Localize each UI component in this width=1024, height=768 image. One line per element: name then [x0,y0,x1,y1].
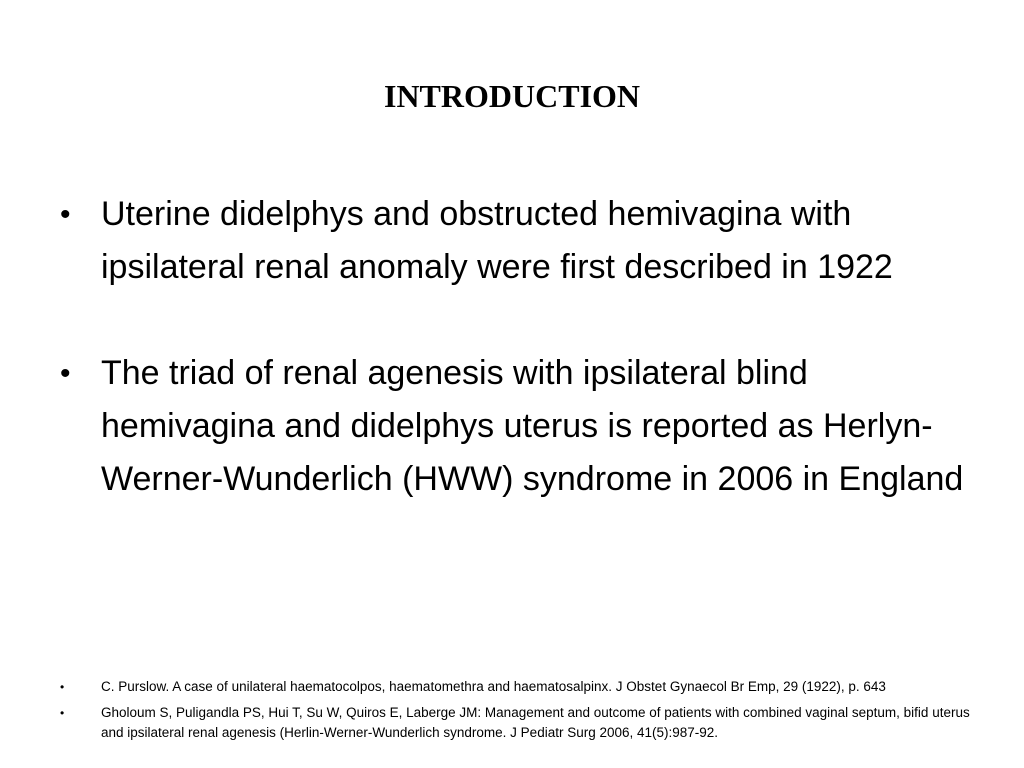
bullet-text: The triad of renal agenesis with ipsilateral blind hemivagina and didelphys uterus is reported as Herlyn-Werner-Wunderlich (HWW) syndrome in 2006 in England [101,354,964,498]
reference-item [60,677,980,697]
bullet-item [60,188,980,294]
reference-item [60,703,980,743]
slide-title: INTRODUCTION [383,78,641,114]
reference-list [60,677,980,749]
bullet-text: Uterine didelphys and obstructed hemivagina with ipsilateral renal anomaly were first described in 1922 [101,195,893,286]
reference-marker: • [60,680,65,694]
bullet-item [60,347,980,506]
reference-text: Gholoum S, Puligandla PS, Hui T, Su W, Quiros E, Laberge JM: Management and outcome of patients with combined vaginal septum, bifid uterus and ipsilateral renal agenesis (Herlin-Werner-Wunderlich syndrome. J Pediatr Surg 2006, 41(5):987-92. [101,705,970,740]
bullet-marker: • [60,198,71,231]
bullet-list [60,188,980,559]
bullet-marker: • [60,357,71,390]
reference-marker: • [60,706,65,720]
reference-text: C. Purslow. A case of unilateral haematocolpos, haematomethra and haematosalpinx. J Obstet Gynaecol Br Emp, 29 (1922), p. 643 [101,679,886,694]
